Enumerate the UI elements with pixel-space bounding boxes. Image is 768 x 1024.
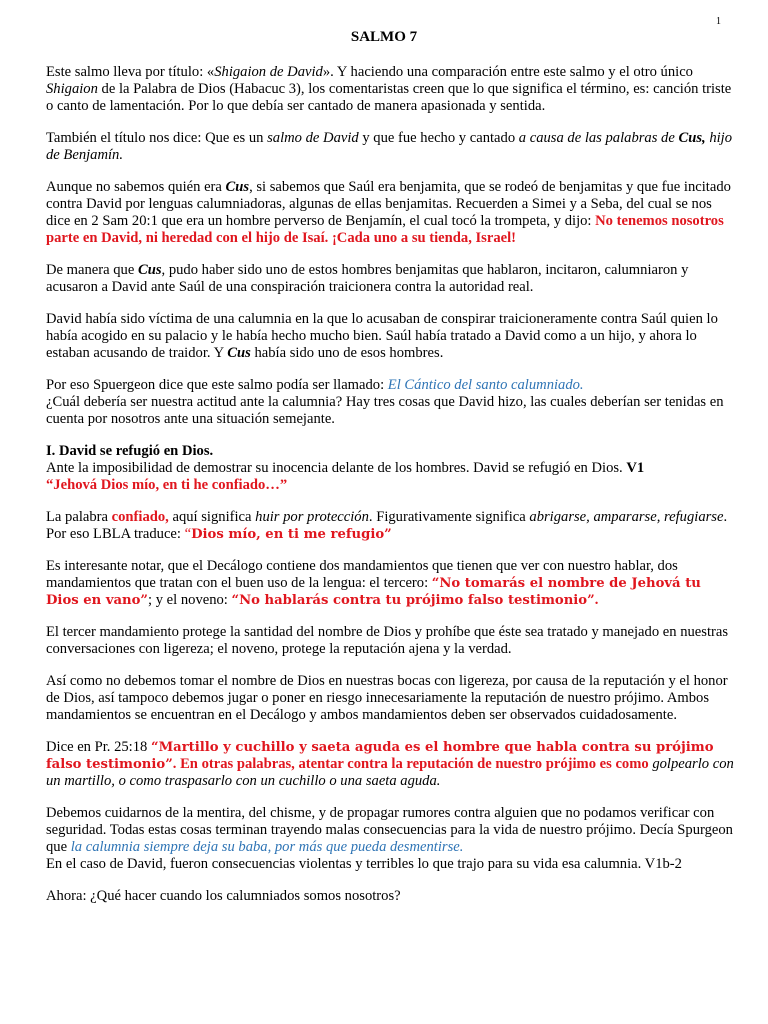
quote-proverbios: “Martillo y cuchillo y saeta aguda es el hombre que habla contra su prójimo falso testimonio” (46, 740, 714, 772)
paragraph-spurgeon: Por eso Spuergeon dice que este salmo podía ser llamado: El Cántico del santo calumniado. (46, 377, 584, 393)
paragraph-intro: Este salmo lleva por título: «Shigaion de David». Y haciendo una comparación entre este salmo y el otro único Shigaion de la Palabra de Dios (Habacuc 3), los comentaristas creen que lo que significa el término, es: canción triste o canto de lamentación. Por lo que debía ser cantado de manera apasionada y sentida. (46, 64, 732, 114)
paragraph-tercer-mandamiento: El tercer mandamiento protege la santidad del nombre de Dios y prohíbe que éste sea tratado y manejado en nuestras conversaciones con ligereza; el noveno, protege la reputación ajena y la verdad. (46, 624, 729, 657)
quote-cantico: El Cántico del santo calumniado. (387, 377, 584, 393)
paragraph-mentira: Debemos cuidarnos de la mentira, del chisme, y de propagar rumores contra alguien que no podamos verificar con seguridad. Todas estas cosas terminan trayendo malas consecuencias para la vida de nuestro prójimo. Decía Spurgeon que la calumnia siempre deja su baba, por más que pueda desmentirse. (46, 805, 733, 855)
paragraph-title-meaning: También el título nos dice: Que es un salmo de David y que fue hecho y cantado a causa de las palabras de Cus, hijo de Benjamín. (46, 130, 733, 163)
page-number: 1 (716, 16, 721, 27)
section-heading: I. David se refugió en Dios. (46, 443, 214, 459)
paragraph-reputacion: Así como no debemos tomar el nombre de Dios en nuestras bocas con ligereza, por causa de la reputación y el honor de Dios, así tampoco debemos jugar o poner en riesgo innecesariamente la reputación de nuestro prójimo. Ambos mandamientos se encuentran en el Decálogo y ambos mandamientos deben ser observados cuidadosamente. (46, 673, 728, 723)
document-body (46, 64, 736, 920)
paragraph-consecuencias: En el caso de David, fueron consecuencias violentas y terribles lo que trajo para su vida esa calumnia. V1b-2 (46, 856, 682, 872)
quote-lbla: Dios mío, en ti me refugio” (191, 527, 392, 542)
page-title: SALMO 7 (350, 29, 418, 45)
quote-noveno-mandamiento: “No hablarás contra tu prójimo falso testimonio” (231, 593, 595, 608)
paragraph-cus-benjamita: Aunque no sabemos quién era Cus, si sabemos que Saúl era benjamita, que se rodeó de benjamitas y que fue incitado contra David por lenguas calumniadoras, algunas de ellas benjamitas. Recuerden a Simei y a Seba, del cual se nos dice en 2 Sam 20:1 que era un hombre perverso de Benjamín, el cual tocó la trompeta, y dijo: No tenemos nosotros parte en David, ni heredad con el hijo de Isaí. ¡Cada uno a su tienda, Israel! (46, 179, 731, 246)
paragraph-pregunta-final: Ahora: ¿Qué hacer cuando los calumniados somos nosotros? (46, 888, 401, 904)
paragraph-confiado: La palabra confiado, aquí significa huir por protección. Figurativamente significa abrigarse, ampararse, refugiarse. Por eso LBLA traduce: “Dios mío, en ti me refugio” (46, 509, 728, 542)
paragraph-cus-conspiracion: De manera que Cus, pudo haber sido uno de estos hombres benjamitas que hablaron, incitaron, calumniaron y acusaron a David ante Saúl de una conspiración traicionera contra la autoridad real. (46, 262, 689, 295)
paragraph-decalogo: Es interesante notar, que el Decálogo contiene dos mandamientos que tienen que ver con nuestro hablar, dos mandamientos que tratan con el buen uso de la lengua: el tercero: “No tomarás el nombre de Jehová tu Dios en vano”; y el noveno: “No hablarás contra tu prójimo falso testimonio”. (46, 558, 701, 608)
quote-seba: No tenemos nosotros parte en David, ni heredad con el hijo de Isaí. ¡Cada uno a su tienda, Israel! (46, 213, 724, 246)
quote-v1: “Jehová Dios mío, en ti he confiado…” (46, 477, 288, 493)
paragraph-actitud: ¿Cuál debería ser nuestra actitud ante la calumnia? Hay tres cosas que David hizo, las cuales deberían ser tenidas en cuenta por nosotros ante una situación semejante. (46, 394, 724, 427)
section-refugio: I. David se refugió en Dios. Ante la imposibilidad de demostrar su inocencia delante de los hombres. David se refugió en Dios. V1 “Jehová Dios mío, en ti he confiado…” (46, 443, 645, 493)
paragraph-david-victima: David había sido víctima de una calumnia en la que lo acusaban de conspirar traicioneramente contra Saúl quien lo había acogido en su palacio y le había hecho mucho bien. Saúl había tratado a David como a un hijo, y ahora lo estaban acusando de traidor. Y Cus había sido uno de esos hombres. (46, 311, 718, 361)
quote-tercer-mandamiento: “No tomarás el nombre de Jehová tu Dios en vano” (46, 576, 701, 608)
paragraph-proverbios: Dice en Pr. 25:18 “Martillo y cuchillo y saeta aguda es el hombre que habla contra su prójimo falso testimonio”. En otras palabras, atentar contra la reputación de nuestro prójimo es como golpearlo con un martillo, o como traspasarlo con un cuchillo o una saeta aguda. (46, 739, 734, 789)
quote-calumnia: la calumnia siempre deja su baba, por más que pueda desmentirse. (70, 839, 464, 855)
